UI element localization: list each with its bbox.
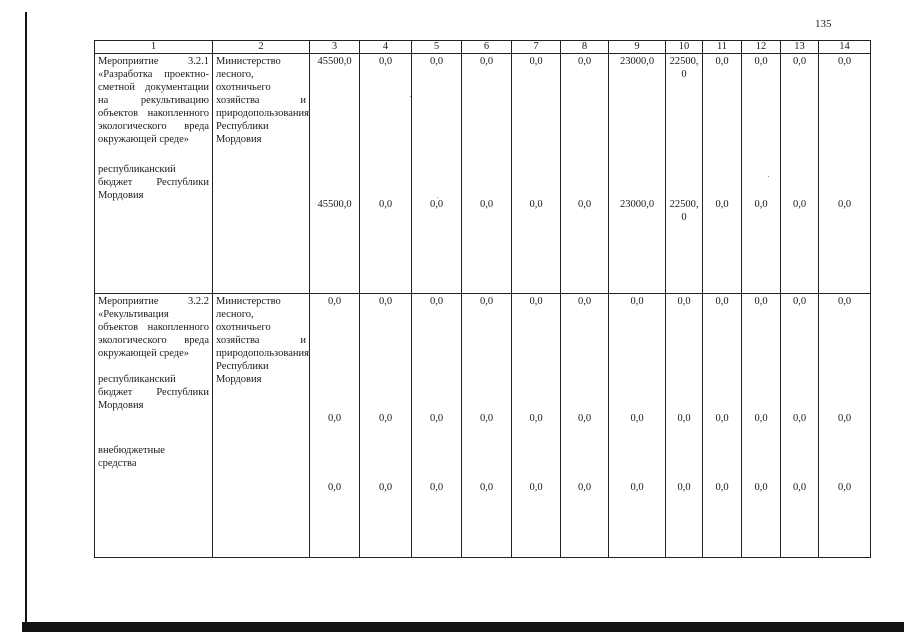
value: 0,0 <box>577 56 592 67</box>
measure-description-cell <box>95 294 213 558</box>
value: 0,0 <box>630 296 644 307</box>
value: 0,0 <box>792 482 807 493</box>
header-row <box>95 41 871 54</box>
value-cell <box>742 294 781 558</box>
header-cell: 1 <box>95 41 213 54</box>
value: 0,0 <box>577 413 592 424</box>
value: 23000,0 <box>619 199 655 210</box>
value: 0,0 <box>630 482 644 493</box>
value: 0,0 <box>792 413 807 424</box>
value-cell <box>412 294 462 558</box>
funding-source: республиканский бюджет Республики Мордовия <box>98 374 209 411</box>
header-cell: 11 <box>703 41 742 54</box>
value: 0,0 <box>378 199 393 210</box>
value: 0,0 <box>754 296 768 307</box>
header-cell: 8 <box>561 41 609 54</box>
header-cell: 12 <box>742 41 781 54</box>
value: 0,0 <box>529 199 543 210</box>
value: 0,0 <box>378 482 393 493</box>
value: 0,0 <box>378 413 393 424</box>
value-cell <box>462 294 512 558</box>
value-cell <box>819 294 871 558</box>
value-cell <box>561 54 609 294</box>
value-cell <box>412 54 462 294</box>
responsible-org-cell: Министерство лесного, охотничьего хозяйства и природопользования Республики Мордовия <box>213 54 310 294</box>
value-cell <box>703 54 742 294</box>
value: 0,0 <box>479 296 494 307</box>
value: 0,0 <box>429 482 444 493</box>
header-cell: 7 <box>512 41 561 54</box>
value: 0,0 <box>754 56 768 67</box>
value-cell <box>781 54 819 294</box>
value: 0,0 <box>378 296 393 307</box>
header-cell: 9 <box>609 41 666 54</box>
value-cell <box>462 54 512 294</box>
value: 0,0 <box>754 482 768 493</box>
value-cell <box>310 294 360 558</box>
value: 0,0 <box>479 56 494 67</box>
value: 0,0 <box>792 296 807 307</box>
measure-description-cell <box>95 54 213 294</box>
page-number: 135 <box>815 18 832 30</box>
value: 0,0 <box>754 199 768 210</box>
funding-source: внебюджетные средства <box>98 445 165 469</box>
value: 0,0 <box>715 56 729 67</box>
value-cell <box>310 54 360 294</box>
scan-speck <box>410 96 411 97</box>
value: 0,0 <box>715 482 729 493</box>
value: 0,0 <box>529 56 543 67</box>
value: 0,0 <box>577 296 592 307</box>
value: 0,0 <box>479 199 494 210</box>
value: 0,0 <box>630 413 644 424</box>
table-row <box>95 54 871 294</box>
measure-title: Мероприятие 3.2.2 «Рекультивация объектов накопленного экологического вреда окружающей среде» <box>98 296 209 359</box>
value-cell <box>666 294 703 558</box>
value: 0,0 <box>754 413 768 424</box>
scan-speck <box>768 176 769 177</box>
value: 0,0 <box>429 56 444 67</box>
value: 0,0 <box>715 296 729 307</box>
value: 0,0 <box>429 296 444 307</box>
header-cell: 13 <box>781 41 819 54</box>
value: 0,0 <box>327 413 342 424</box>
value: 0,0 <box>529 482 543 493</box>
value: 0,0 <box>715 413 729 424</box>
budget-table <box>94 40 871 558</box>
value: 0,0 <box>715 199 729 210</box>
value: 23000,0 <box>619 56 655 67</box>
value-cell <box>561 294 609 558</box>
header-cell: 5 <box>412 41 462 54</box>
value-cell <box>819 54 871 294</box>
value: 0,0 <box>378 56 393 67</box>
value: 0,0 <box>677 482 691 493</box>
funding-source: республиканский бюджет Республики Мордовия <box>98 164 209 201</box>
scan-bottom-border <box>22 622 904 632</box>
value-cell <box>360 54 412 294</box>
value-cell <box>512 294 561 558</box>
value-cell <box>609 54 666 294</box>
value: 0,0 <box>479 413 494 424</box>
value: 45500,0 <box>317 199 352 210</box>
scan-left-border <box>25 12 27 624</box>
header-cell: 2 <box>213 41 310 54</box>
value-cell <box>360 294 412 558</box>
value: 45500,0 <box>317 56 352 67</box>
header-cell: 14 <box>819 41 871 54</box>
value-cell <box>609 294 666 558</box>
value: 0,0 <box>792 199 807 210</box>
measure-title: Мероприятие 3.2.1 «Разработка проектно-сметной документации на рекультивацию объектов накопленного экологического вреда окружающей среде» <box>98 56 209 145</box>
value: 0,0 <box>792 56 807 67</box>
header-cell: 10 <box>666 41 703 54</box>
value: 0,0 <box>529 296 543 307</box>
value: 0,0 <box>837 199 852 210</box>
value: 0,0 <box>577 199 592 210</box>
value-cell <box>781 294 819 558</box>
value: 0,0 <box>327 296 342 307</box>
value: 0,0 <box>479 482 494 493</box>
value: 0,0 <box>677 296 691 307</box>
value-cell <box>703 294 742 558</box>
value: 0,0 <box>837 413 852 424</box>
value: 0,0 <box>529 413 543 424</box>
value: 0,0 <box>837 56 852 67</box>
value: 0,0 <box>577 482 592 493</box>
value: 0,0 <box>429 199 444 210</box>
header-cell: 3 <box>310 41 360 54</box>
value: 22500,0 <box>669 56 699 80</box>
value-cell <box>666 54 703 294</box>
value: 0,0 <box>327 482 342 493</box>
value: 0,0 <box>837 296 852 307</box>
value: 22500,0 <box>669 199 699 223</box>
value: 0,0 <box>677 413 691 424</box>
value: 0,0 <box>429 413 444 424</box>
table-row <box>95 294 871 558</box>
responsible-org-cell: Министерство лесного, охотничьего хозяйства и природопользования Республики Мордовия <box>213 294 310 558</box>
value: 0,0 <box>837 482 852 493</box>
header-cell: 4 <box>360 41 412 54</box>
value-cell <box>512 54 561 294</box>
header-cell: 6 <box>462 41 512 54</box>
value-cell <box>742 54 781 294</box>
scan-speck <box>437 197 438 198</box>
